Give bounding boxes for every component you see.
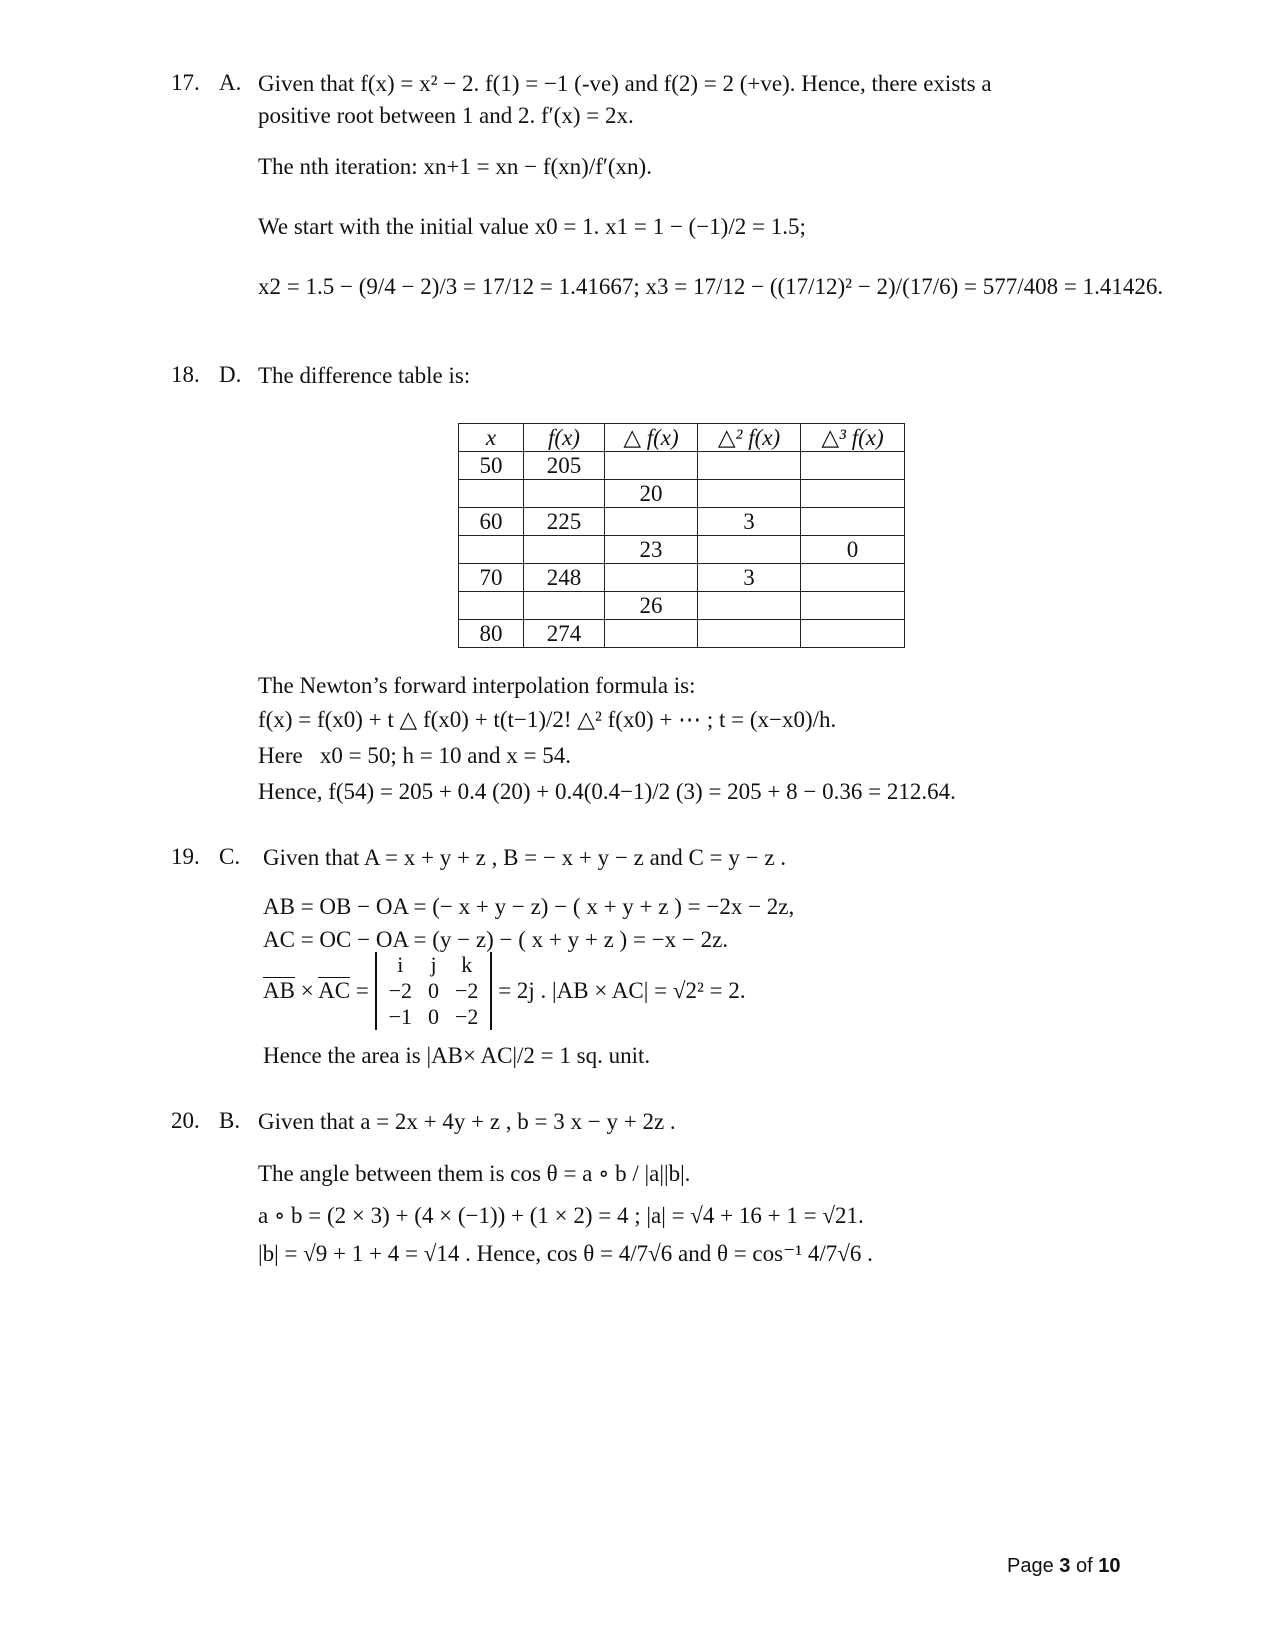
of-label: of <box>1075 1555 1093 1577</box>
answer-option: D. <box>219 362 242 387</box>
determinant-matrix <box>375 952 493 1030</box>
table-row <box>459 620 905 648</box>
q19-cross-result: = 2j . |AB × AC| = √2² = 2. <box>498 978 746 1003</box>
table-cell: 70 <box>459 564 524 592</box>
q18-formula-intro: The Newton’s forward interpolation formula is: <box>258 673 696 698</box>
table-header-row <box>459 424 905 452</box>
table-cell <box>698 592 801 620</box>
table-cell <box>524 480 605 508</box>
table-row <box>459 452 905 480</box>
table-row <box>459 508 905 536</box>
table-cell <box>698 620 801 648</box>
table-row <box>459 564 905 592</box>
header-delta3: △³ f(x) <box>801 424 905 452</box>
table-cell: 274 <box>524 620 605 648</box>
q17-line2: positive root between 1 and 2. f′(x) = 2x. <box>258 103 634 128</box>
table-cell <box>801 620 905 648</box>
det-cell: k <box>461 952 473 977</box>
q18-here: Here x0 = 50; h = 10 and x = 54. <box>258 743 571 768</box>
q18-hence: Hence, f(54) = 205 + 0.4 (20) + 0.4(0.4−1)/2 (3) = 205 + 8 − 0.36 = 212.64. <box>258 779 956 804</box>
table-cell <box>801 452 905 480</box>
page-footer <box>1007 1555 1120 1578</box>
difference-table <box>458 423 905 648</box>
table-row <box>459 536 905 564</box>
det-cell: −2 <box>388 978 413 1003</box>
question-number: 18. <box>171 362 200 387</box>
table-cell <box>698 452 801 480</box>
table-cell <box>605 508 698 536</box>
answer-option: A. <box>219 70 242 95</box>
table-cell: 23 <box>605 536 698 564</box>
page-total: 10 <box>1098 1555 1121 1577</box>
table-cell <box>801 480 905 508</box>
q18-formula: f(x) = f(x0) + t △ f(x0) + t(t−1)/2! △² f(x0) + ⋯ ; t = (x−x0)/h. <box>258 707 837 732</box>
table-cell: 205 <box>524 452 605 480</box>
answer-option: C. <box>219 844 241 869</box>
q19-given: Given that A = x + y + z , B = − x + y − z and C = y − z . <box>263 845 787 870</box>
table-cell <box>605 620 698 648</box>
question-number: 20. <box>171 1108 200 1133</box>
q19-ac: AC = OC − OA = (y − z) − ( x + y + z ) = −x − 2z. <box>263 927 729 952</box>
table-cell: 3 <box>698 508 801 536</box>
table-cell <box>801 508 905 536</box>
table-cell: 225 <box>524 508 605 536</box>
table-cell <box>524 592 605 620</box>
header-fx: f(x) <box>524 424 605 452</box>
header-x: x <box>459 424 524 452</box>
table-cell <box>605 564 698 592</box>
det-cell: j <box>430 952 437 977</box>
question-number: 19. <box>171 844 200 869</box>
answer-option: B. <box>219 1108 241 1133</box>
table-cell <box>698 480 801 508</box>
table-cell <box>605 452 698 480</box>
q17-line5: x2 = 1.5 − (9/4 − 2)/3 = 17/12 = 1.41667; x3 = 17/12 − ((17/12)² − 2)/(17/6) = 577/408 = 1.41426. <box>258 274 1164 299</box>
q20-angle: The angle between them is cos θ = a ∘ b / |a||b|. <box>258 1161 691 1186</box>
table-cell: 3 <box>698 564 801 592</box>
table-cell <box>459 592 524 620</box>
table-cell <box>459 536 524 564</box>
table-cell <box>459 480 524 508</box>
det-cell: 0 <box>428 1004 440 1029</box>
table-cell: 20 <box>605 480 698 508</box>
q20-given: Given that a = 2x + 4y + z , b = 3 x − y + 2z . <box>258 1109 676 1134</box>
q17-line4: We start with the initial value x0 = 1. x1 = 1 − (−1)/2 = 1.5; <box>258 214 806 239</box>
header-delta2: △² f(x) <box>698 424 801 452</box>
table-cell <box>801 564 905 592</box>
q20-final: |b| = √9 + 1 + 4 = √14 . Hence, cos θ = 4/7√6 and θ = cos⁻¹ 4/7√6 . <box>258 1241 873 1266</box>
table-cell: 50 <box>459 452 524 480</box>
table-cell: 248 <box>524 564 605 592</box>
q18-intro: The difference table is: <box>258 363 471 388</box>
q19-cross-product: AB × AC = i j k −2 0 −2 −1 0 −2 = 2j . |AB × AC| = √2² = 2. <box>263 952 746 1029</box>
header-delta1: △ f(x) <box>605 424 698 452</box>
table-cell: 26 <box>605 592 698 620</box>
det-cell: 0 <box>428 978 440 1003</box>
page-label: Page <box>1007 1555 1054 1577</box>
page-number: 3 <box>1059 1555 1071 1577</box>
det-cell: −2 <box>455 978 479 1003</box>
q19-ab: AB = OB − OA = (− x + y − z) − ( x + y + z ) = −2x − 2z, <box>263 894 795 919</box>
q17-line1: Given that f(x) = x² − 2. f(1) = −1 (-ve) and f(2) = 2 (+ve). Hence, there exists a <box>258 71 992 96</box>
det-cell: −2 <box>455 1004 479 1029</box>
q20-dot: a ∘ b = (2 × 3) + (4 × (−1)) + (1 × 2) = 4 ; |a| = √4 + 16 + 1 = √21. <box>258 1203 864 1228</box>
table-cell: 60 <box>459 508 524 536</box>
table-row <box>459 592 905 620</box>
table-cell <box>698 536 801 564</box>
table-row <box>459 480 905 508</box>
table-cell: 0 <box>801 536 905 564</box>
q19-area: Hence the area is |AB× AC|/2 = 1 sq. unit. <box>263 1043 651 1068</box>
q17-line3: The nth iteration: xn+1 = xn − f(xn)/f′(xn). <box>258 154 652 179</box>
table-cell <box>524 536 605 564</box>
det-cell: −1 <box>388 1004 413 1029</box>
question-number: 17. <box>171 70 200 95</box>
table-cell <box>801 592 905 620</box>
table-cell: 80 <box>459 620 524 648</box>
det-cell: i <box>397 952 404 977</box>
